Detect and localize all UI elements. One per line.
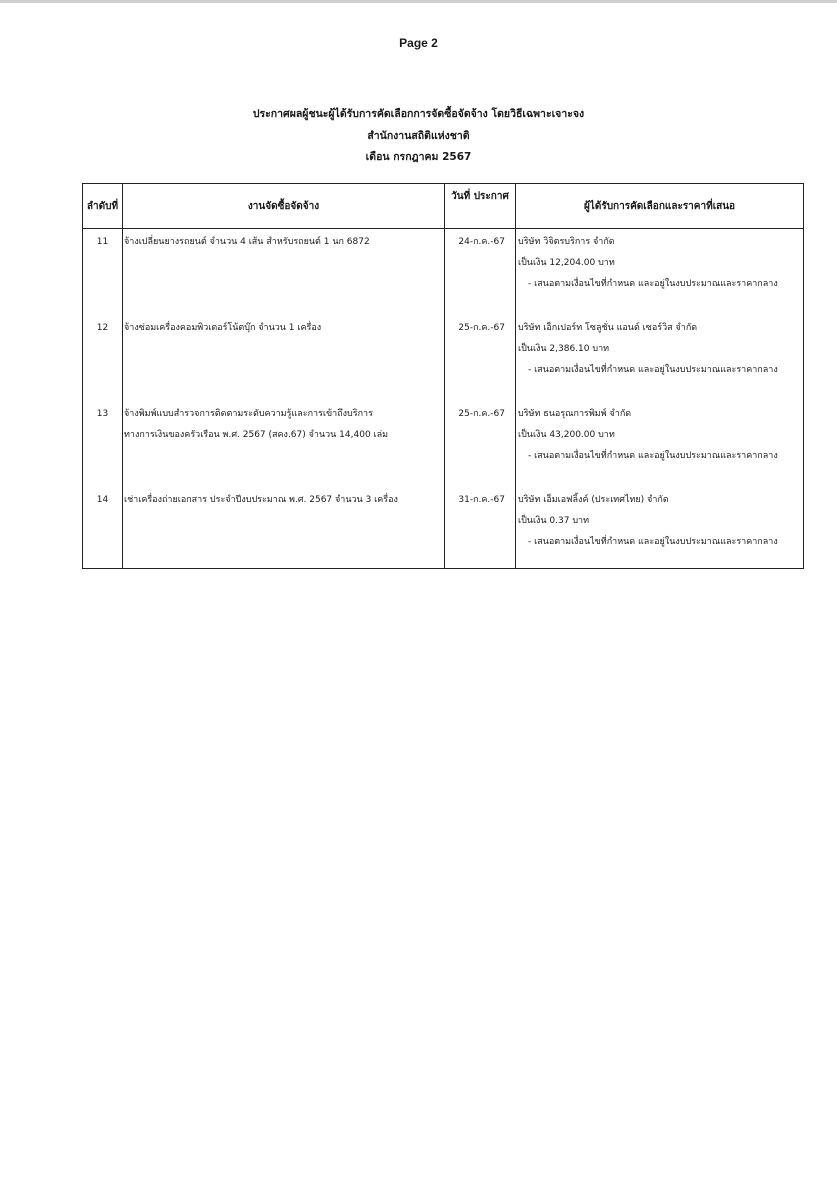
table-row bbox=[83, 487, 804, 569]
winner-company: บริษัท เอ็มเอฟลิ้งค์ (ประเทศไทย) จำกัด bbox=[518, 495, 669, 505]
winner-info bbox=[516, 229, 804, 316]
table-row bbox=[83, 229, 804, 316]
announcement-month: เดือน กรกฎาคม 2567 bbox=[365, 151, 472, 163]
row-number: 14 bbox=[83, 487, 123, 569]
agency-name: สำนักงานสถิติแห่งชาติ bbox=[367, 130, 470, 142]
winner-condition: - เสนอตามเงื่อนไขที่กำหนด และอยู่ในงบประมาณและราคากลาง bbox=[528, 279, 778, 289]
winner-company: บริษัท วิจิตรบริการ จำกัด bbox=[518, 237, 615, 247]
announce-date: 31-ก.ค.-67 bbox=[445, 487, 516, 569]
job-description bbox=[123, 229, 445, 316]
winner-amount: เป็นเงิน 2,386.10 บาท bbox=[518, 344, 610, 354]
winner-company: บริษัท เอ็กเปอร์ท โซลูชั่น แอนด์ เซอร์วิส จำกัด bbox=[518, 323, 698, 333]
job-description bbox=[123, 315, 445, 401]
winner-info bbox=[516, 315, 804, 401]
winner-amount: เป็นเงิน 0.37 บาท bbox=[518, 516, 590, 526]
announce-date: 24-ก.ค.-67 bbox=[445, 229, 516, 316]
winner-company: บริษัท ธนอรุณการพิมพ์ จำกัด bbox=[518, 409, 632, 419]
winner-info bbox=[516, 487, 804, 569]
announcement-title: ประกาศผลผู้ชนะผู้ได้รับการคัดเลือกการจัดซื้อจัดจ้าง โดยวิธีเฉพาะเจาะจง bbox=[252, 108, 585, 120]
header-no: ลำดับที่ bbox=[83, 184, 123, 229]
table-header-row bbox=[83, 184, 804, 229]
winner-amount: เป็นเงิน 12,204.00 บาท bbox=[518, 258, 615, 268]
row-number: 12 bbox=[83, 315, 123, 401]
page-number: Page 2 bbox=[399, 36, 438, 50]
table-row bbox=[83, 401, 804, 487]
header-job: งานจัดซื้อจัดจ้าง bbox=[123, 184, 445, 229]
header-winner: ผู้ได้รับการคัดเลือกและราคาที่เสนอ bbox=[516, 184, 804, 229]
scan-edge bbox=[0, 0, 837, 3]
winner-info bbox=[516, 401, 804, 487]
job-line: จ้างพิมพ์แบบสำรวจการติดตามระดับความรู้และการเข้าถึงบริการ bbox=[124, 409, 373, 419]
row-number: 13 bbox=[83, 401, 123, 487]
job-line: เช่าเครื่องถ่ายเอกสาร ประจำปีงบประมาณ พ.ศ. 2567 จำนวน 3 เครื่อง bbox=[124, 495, 398, 505]
winner-condition: - เสนอตามเงื่อนไขที่กำหนด และอยู่ในงบประมาณและราคากลาง bbox=[528, 451, 778, 461]
job-line: จ้างเปลี่ยนยางรถยนต์ จำนวน 4 เส้น สำหรับรถยนต์ 1 นก 6872 bbox=[124, 237, 370, 247]
winner-amount: เป็นเงิน 43,200.00 บาท bbox=[518, 430, 615, 440]
announce-date: 25-ก.ค.-67 bbox=[445, 315, 516, 401]
table-row bbox=[83, 315, 804, 401]
winner-condition: - เสนอตามเงื่อนไขที่กำหนด และอยู่ในงบประมาณและราคากลาง bbox=[528, 365, 778, 375]
job-description bbox=[123, 401, 445, 487]
announce-date: 25-ก.ค.-67 bbox=[445, 401, 516, 487]
job-line: จ้างซ่อมเครื่องคอมพิวเตอร์โน้ตบุ๊ก จำนวน 1 เครื่อง bbox=[124, 323, 322, 333]
procurement-table bbox=[82, 183, 804, 569]
job-description bbox=[123, 487, 445, 569]
winner-condition: - เสนอตามเงื่อนไขที่กำหนด และอยู่ในงบประมาณและราคากลาง bbox=[528, 537, 778, 547]
row-number: 11 bbox=[83, 229, 123, 316]
job-line: ทางการเงินของครัวเรือน พ.ศ. 2567 (สคง.67) จำนวน 14,400 เล่ม bbox=[124, 430, 389, 440]
header-date: วันที่ ประกาศ bbox=[445, 184, 516, 229]
